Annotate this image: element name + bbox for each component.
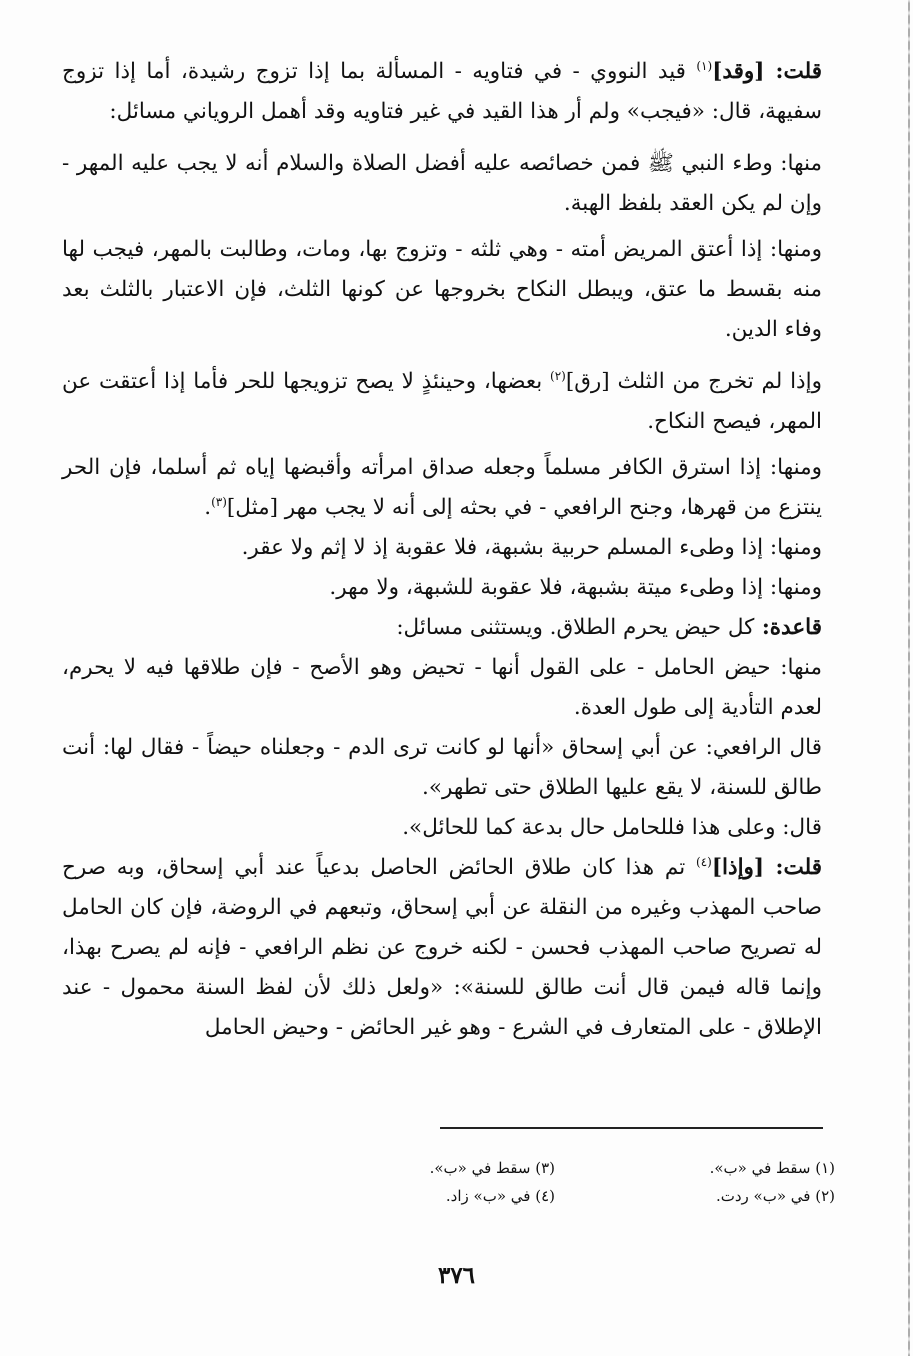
paragraph-2 bbox=[62, 144, 822, 224]
footnote-2: (٢) في «ب» ردت. bbox=[715, 1187, 835, 1205]
main-text bbox=[62, 52, 822, 1048]
page-number: ٣٧٦ bbox=[437, 1262, 476, 1289]
paragraph-text: وإذا لم تخرج من الثلث [رق] bbox=[565, 369, 822, 394]
bracket-insert: [وقد] bbox=[712, 59, 765, 84]
paragraph-lead: قلت: bbox=[764, 59, 822, 84]
paragraph-text: بعضها، وحينئذٍ لا يصح تزويجها للحر فأما إذا أعتقت عن المهر، فيصح النكاح. bbox=[62, 369, 822, 434]
paragraph-10 bbox=[62, 728, 822, 808]
footnote-marker: (٢) bbox=[550, 368, 566, 383]
paragraph-3 bbox=[62, 230, 822, 350]
footnote-divider bbox=[440, 1127, 823, 1129]
paragraph-text: ومنها: إذا استرق الكافر مسلماً وجعله صداق امرأته وأقبضها إياه ثم أسلما، فإن الحر ينتزع من قهرها، وجنح الرافعي - في بحثه إلى أنه لا يجب مهر [مثل] bbox=[62, 455, 822, 520]
paragraph-lead: قلت: bbox=[764, 855, 822, 880]
paragraph-text: منها: وطء النبي ﷺ فمن خصائصه عليه أفضل الصلاة والسلام أنه لا يجب عليه المهر - وإن لم يكن العقد بلفظ الهبة. bbox=[62, 151, 822, 216]
paragraph-text: ومنها: إذا وطىء ميتة بشبهة، فلا عقوبة للشبهة، ولا مهر. bbox=[329, 575, 822, 600]
paragraph-text: قيد النووي - في فتاويه - المسألة بما إذا تزوج رشيدة، أما إذا تزوج سفيهة، قال: «فيجب» ولم أر هذا القيد في غير فتاويه وقد أهمل الروياني مسائل: bbox=[62, 59, 822, 124]
paragraph-lead: قاعدة: bbox=[754, 615, 822, 640]
footnotes-left-column bbox=[305, 1154, 555, 1210]
footnote-4: (٤) في «ب» زاد. bbox=[445, 1187, 555, 1205]
footnote-3: (٣) سقط في «ب». bbox=[429, 1159, 555, 1177]
paragraph-text: كل حيض يحرم الطلاق. ويستثنى مسائل: bbox=[396, 615, 755, 640]
paragraph-8 bbox=[62, 608, 822, 648]
footnote-1: (١) سقط في «ب». bbox=[709, 1159, 835, 1177]
paragraph-4 bbox=[62, 362, 822, 442]
footnote-marker: (٣) bbox=[211, 494, 227, 509]
paragraph-text: منها: حيض الحامل - على القول أنها - تحيض وهو الأصح - فإن طلاقها فيه لا يحرم، لعدم التأدية إلى طول العدة. bbox=[62, 655, 822, 720]
paragraph-1 bbox=[62, 52, 822, 132]
paragraph-text: ومنها: إذا وطىء المسلم حربية بشبهة، فلا عقوبة إذ لا إثم ولا عقر. bbox=[241, 535, 822, 560]
paragraph-11 bbox=[62, 808, 822, 848]
footnotes-right-column bbox=[585, 1154, 835, 1210]
paragraph-text: ومنها: إذا أعتق المريض أمته - وهي ثلثه - وتزوج بها، ومات، وطالبت بالمهر، فيجب لها منه بقسط ما عتق، ويبطل النكاح بخروجها عن كونها الثلث، فإن الاعتبار بالثلث بعد وفاء الدين. bbox=[62, 237, 822, 342]
paragraph-12 bbox=[62, 848, 822, 1048]
paragraph-text: قال الرافعي: عن أبي إسحاق «أنها لو كانت ترى الدم - وجعلناه حيضاً - فقال لها: أنت طالق للسنة، لا يقع عليها الطلاق حتى تطهر». bbox=[62, 735, 822, 800]
paragraph-text: تم هذا كان طلاق الحائض الحاصل بدعياً عند أبي إسحاق، وبه صرح صاحب المهذب وغيره من النقلة عن أبي إسحاق، وتبعهم في الروضة، فإن كان الحامل له تصريح صاحب المهذب فحسن - لكنه خروج عن نظم الرافعي - فإنه لم يصرح بهذا، وإنما قاله فيمن قال أنت طالق للسنة»: «ولعل ذلك لأن لفظ السنة محمول - عند الإطلاق - على المتعارف في الشرع - وهو غير الحائض - وحيض الحامل bbox=[62, 855, 822, 1040]
footnote-marker: (٤) bbox=[696, 854, 712, 869]
paragraph-5 bbox=[62, 448, 822, 528]
paragraph-7 bbox=[62, 568, 822, 608]
paragraph-text: . bbox=[204, 495, 212, 520]
page-edge-dots bbox=[908, 0, 910, 1356]
paragraph-9 bbox=[62, 648, 822, 728]
footnote-marker: (١) bbox=[696, 58, 713, 73]
paragraph-text: قال: وعلى هذا فللحامل حال بدعة كما للحائل». bbox=[402, 815, 822, 840]
paragraph-6 bbox=[62, 528, 822, 568]
bracket-insert: [وإذا] bbox=[711, 855, 765, 880]
